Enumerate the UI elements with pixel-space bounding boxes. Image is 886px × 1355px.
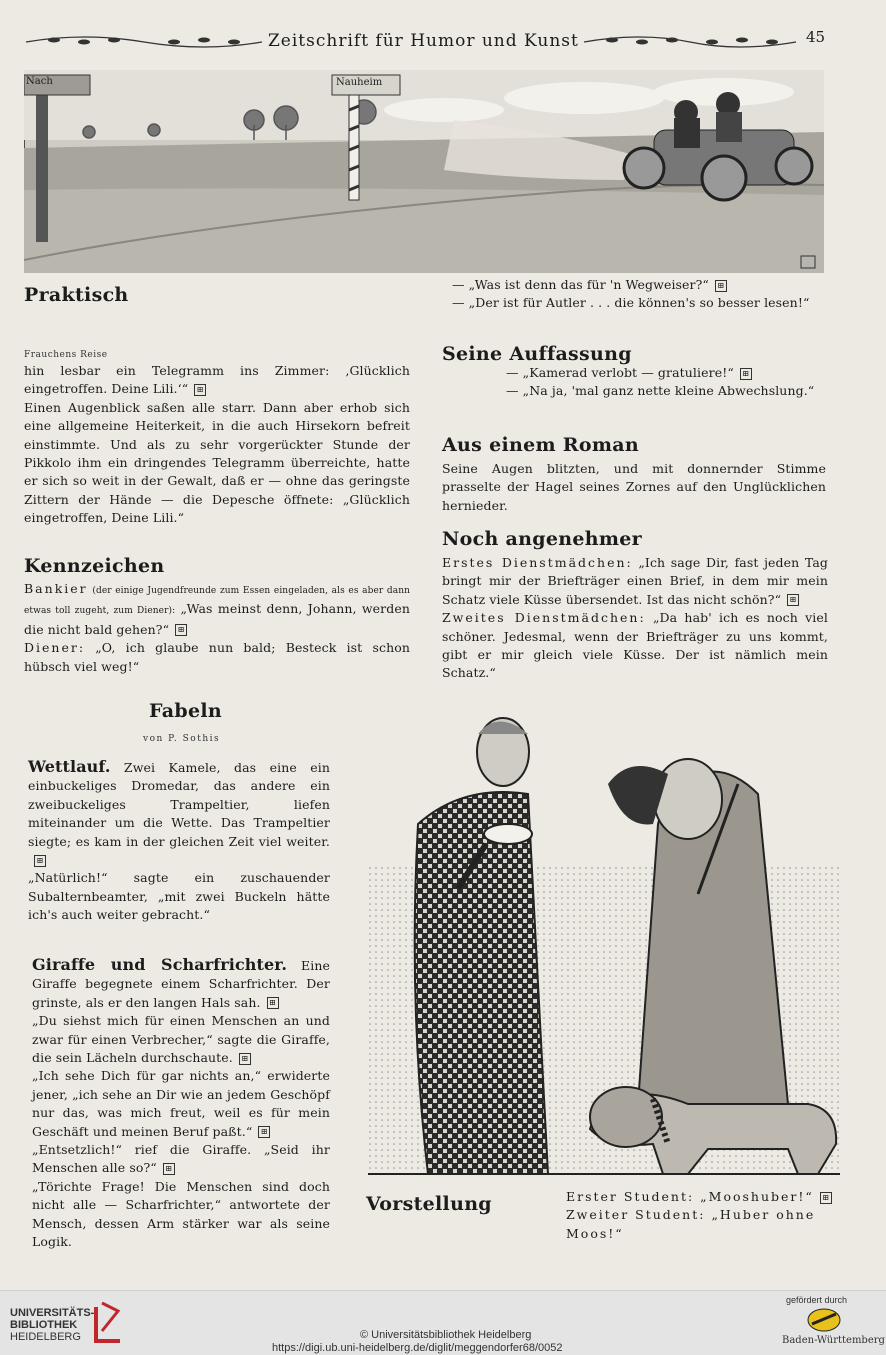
praktisch-line-2: — „Der ist für Autler . . . die können's so besser lesen!“ bbox=[452, 295, 810, 311]
kennzeichen-line-2: „O, ich glaube nun bald; Besteck ist schon hübsch viel weg!“ bbox=[24, 640, 410, 674]
header-ornament-left bbox=[24, 30, 264, 52]
illustration-students-dog bbox=[368, 704, 840, 1186]
praktisch-dialogue bbox=[452, 276, 824, 313]
fable-wettlauf bbox=[28, 758, 330, 925]
noch-angenehmer-speaker-1: Erstes Dienstmädchen: bbox=[442, 555, 633, 570]
library-line-2: BIBLIOTHEK bbox=[10, 1319, 78, 1331]
section-mark-icon: ⊞ bbox=[239, 1053, 251, 1065]
section-mark-icon: ⊞ bbox=[820, 1192, 832, 1204]
giraffe-para-5: „Törichte Frage! Die Menschen sind doch nicht alle — Scharfrichter,“ antwortete der Mensch, dessen Arm stärker war als seine Logik. bbox=[32, 1178, 330, 1250]
state-name: Baden-Württemberg bbox=[782, 1335, 885, 1346]
section-mark-icon: ⊞ bbox=[740, 368, 752, 380]
noch-angenehmer-text-1: „Ich sage Dir, fast jeden Tag bringt mir der Briefträger einen Brief, in dem mir mein Schatz viele Küsse übersendet. Ist das nicht schön?“ bbox=[442, 555, 828, 607]
digital-library-footer bbox=[0, 1290, 886, 1355]
noch-angenehmer-heading: Noch angenehmer bbox=[442, 528, 642, 550]
frauchens-reise-para-1: hin lesbar ein Telegramm ins Zimmer: ‚Glücklich eingetroffen. Deine Lili.‘“ bbox=[24, 363, 410, 397]
kennzeichen-speaker-1: Bankier bbox=[24, 581, 88, 596]
giraffe-heading: Giraffe und Scharfrichter. bbox=[32, 955, 288, 974]
fable-giraffe bbox=[32, 956, 330, 1252]
vorstellung-line-2: Zweiter Student: „Huber ohne Moos!“ bbox=[566, 1207, 816, 1241]
vorstellung-line-1: Erster Student: „Mooshuber!“ bbox=[566, 1189, 814, 1204]
aus-einem-roman-text: Seine Augen blitzten, und mit donnernder Stimme prasselte der Hagel seines Zornes auf den Unglücklichen hernieder. bbox=[442, 461, 826, 513]
header-ornament-right bbox=[582, 30, 798, 52]
kennzeichen-line-1: „Was meinst denn, Johann, werden die nicht bald gehen?“ bbox=[24, 601, 410, 637]
kennzeichen-heading: Kennzeichen bbox=[24, 555, 165, 577]
noch-angenehmer-speaker-2: Zweites Dienstmädchen: bbox=[442, 610, 646, 626]
seine-auffassung-line-2: — „Na ja, 'mal ganz nette kleine Abwechslung.“ bbox=[506, 383, 815, 399]
section-mark-icon: ⊞ bbox=[258, 1126, 270, 1138]
copyright-text: © Universitätsbibliothek Heidelberg bbox=[360, 1329, 532, 1341]
kennzeichen-text bbox=[24, 580, 410, 676]
wettlauf-heading: Wettlauf. bbox=[28, 757, 111, 776]
library-line-3: HEIDELBERG bbox=[10, 1331, 81, 1343]
header-title: Zeitschrift für Humor und Kunst bbox=[268, 31, 579, 51]
fabeln-heading: Fabeln bbox=[149, 700, 222, 722]
frauchens-reise-text bbox=[24, 362, 410, 528]
praktisch-heading: Praktisch bbox=[24, 284, 129, 306]
section-mark-icon: ⊞ bbox=[175, 624, 187, 636]
library-logo-icon[interactable] bbox=[92, 1301, 124, 1345]
sign-left-text: Nach bbox=[26, 76, 53, 87]
seine-auffassung-line-1: — „Kamerad verlobt — gratuliere!“ bbox=[506, 365, 734, 380]
giraffe-para-1: Eine Giraffe begegnete einem Scharfrichter. Der grinste, als er den langen Hals sah. bbox=[32, 958, 330, 1010]
frauchens-reise-para-2: Einen Augenblick saßen alle starr. Dann aber erhob sich eine allgemeine Heiterkeit, in die auch Hirsekorn befreit einstimmte. Und als zu sehr vorgerückter Stunde der Pikkolo ihm ein dringendes Telegramm überreichte, hatte er sich so weit in der Gewalt, daß er — ohne das geringste Zittern der Hände — die Depesche öffnete: „Glücklich eingetroffen, Deine Lili.“ bbox=[24, 399, 410, 526]
giraffe-para-3: „Ich sehe Dich für gar nichts an,“ erwiderte jener, „ich sehe an Dir wie an jedem Geschöpf nur das, was mich freut, weil es für mein Geschäft und meinen Beruf paßt.“ bbox=[32, 1068, 330, 1139]
section-mark-icon: ⊞ bbox=[194, 384, 206, 396]
section-mark-icon: ⊞ bbox=[787, 594, 799, 606]
kennzeichen-speaker-2: Diener: bbox=[24, 640, 86, 656]
library-name[interactable] bbox=[10, 1307, 94, 1343]
illustration-car-signpost bbox=[24, 70, 824, 273]
section-mark-icon: ⊞ bbox=[34, 855, 46, 867]
section-mark-icon: ⊞ bbox=[715, 280, 727, 292]
seine-auffassung-dialogue bbox=[506, 364, 826, 401]
sign-right-text: Nauheim bbox=[336, 77, 383, 88]
aus-einem-roman-heading: Aus einem Roman bbox=[442, 434, 639, 456]
fabeln-byline: von P. Sothis bbox=[143, 734, 221, 744]
praktisch-line-1: — „Was ist denn das für 'n Wegweiser?“ bbox=[452, 277, 709, 292]
giraffe-para-2: „Du siehst mich für einen Menschen an und zwar für einen Verbrecher,“ sagte die Giraffe, die sein Lächeln durchschaute. bbox=[32, 1013, 330, 1066]
kennzeichen-stage-direction: (der einige Jugendfreunde zum Essen eingeladen, als es aber dann etwas toll zugeht, zum Diener): bbox=[24, 586, 410, 617]
library-line-1: UNIVERSITÄTS- bbox=[10, 1307, 95, 1319]
frauchens-reise-label: Frauchens Reise bbox=[24, 350, 108, 360]
section-mark-icon: ⊞ bbox=[267, 997, 279, 1009]
vorstellung-heading: Vorstellung bbox=[366, 1193, 492, 1215]
page-number: 45 bbox=[806, 28, 826, 46]
state-coat-of-arms-icon bbox=[806, 1308, 842, 1332]
section-mark-icon: ⊞ bbox=[163, 1163, 175, 1175]
permalink-url[interactable]: https://digi.ub.uni-heidelberg.de/diglit/meggendorfer68/0052 bbox=[272, 1342, 563, 1354]
wettlauf-text: Zwei Kamele, das eine ein einbuckeliges Dromedar, das andere ein zweibuckeliges Trampeltier, liefen miteinander um die Wette. Das Trampeltier siegte; es kam in der gleichen Zeit viel weiter. bbox=[28, 760, 331, 849]
noch-angenehmer-text-2: „Da hab' ich es noch viel schöner. Jedesmal, wenn der Briefträger zu uns kommt, gibt er mir gleich viele Küsse. Der ist nämlich mein Schatz.“ bbox=[442, 610, 828, 681]
noch-angenehmer-text bbox=[442, 554, 828, 683]
vorstellung-dialogue bbox=[566, 1188, 838, 1243]
giraffe-para-4: „Entsetzlich!“ rief die Giraffe. „Seid ihr Menschen alle so?“ bbox=[32, 1142, 330, 1176]
seine-auffassung-heading: Seine Auffassung bbox=[442, 343, 632, 365]
wettlauf-text-2: „Natürlich!“ sagte ein zuschauender Subalternbeamter, „mit zwei Buckeln hätte ich's auch weiter gebracht.“ bbox=[28, 870, 330, 923]
funded-by-label: gefördert durch bbox=[786, 1295, 848, 1305]
